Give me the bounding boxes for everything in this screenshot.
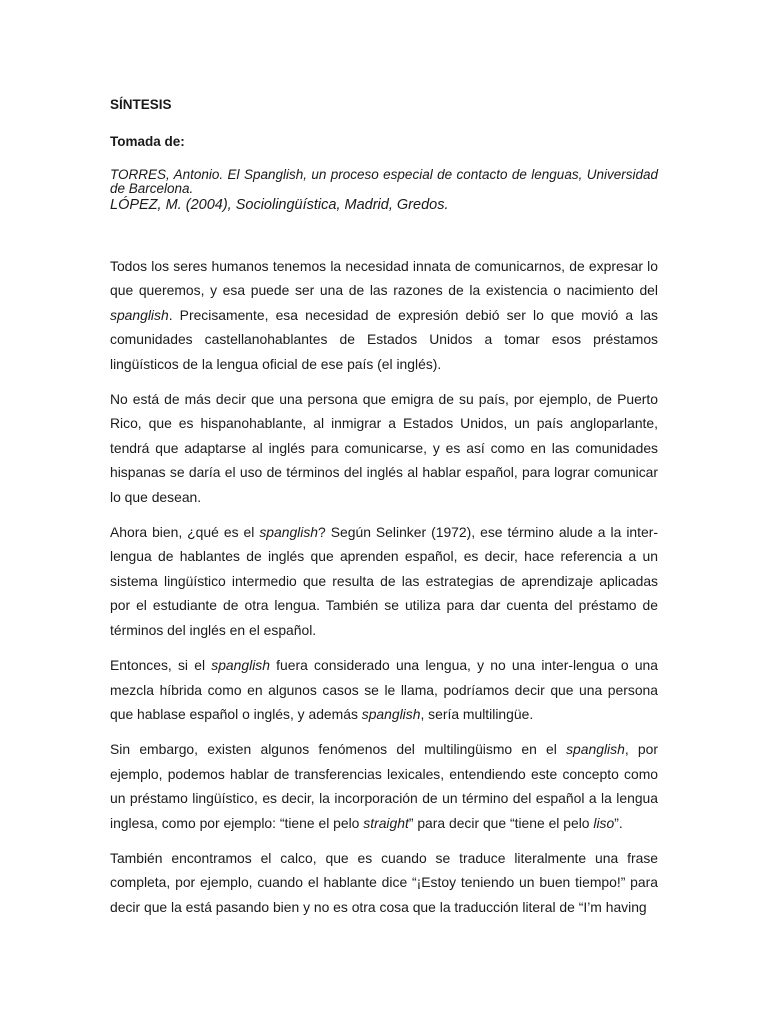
paragraph-5: Sin embargo, existen algunos fenómenos del multilingüismo en el spanglish, por ejemplo, podemos hablar de transferencias lexicales, entendiendo este concepto como un préstamo lingüístico, es decir, la incorporación de un término del español a la lengua inglesa, como por ejemplo: “tiene el pelo straight” para decir que “tiene el pelo liso”.	[110, 741, 658, 831]
italic-term: spanglish	[361, 705, 421, 722]
reference-2: LÓPEZ, M. (2004), Sociolingüística, Madrid, Gredos.	[110, 197, 449, 213]
source-heading: Tomada de:	[110, 134, 185, 149]
paragraph-1: Todos los seres humanos tenemos la necesidad innata de comunicarnos, de expresar lo que queremos, y esa puede ser una de las razones de la existencia o nacimiento del spanglish. Precisamente, esa necesidad de expresión debió ser lo que movió a las comunidades castellanohablantes de Estados Unidos a tomar esos préstamos lingüísticos de la lengua oficial de ese país (el inglés).	[110, 258, 658, 372]
italic-term: spanglish	[110, 306, 169, 323]
paragraph-3: Ahora bien, ¿qué es el spanglish? Según Selinker (1972), ese término alude a la inter-lengua de hablantes de inglés que aprenden español, es decir, hace referencia a un sistema lingüístico intermedio que resulta de las estrategias de aprendizaje aplicadas por el estudiante de otra lengua. También se utiliza para dar cuenta del préstamo de términos del inglés en el español.	[110, 524, 658, 638]
reference-1: TORRES, Antonio. El Spanglish, un proceso especial de contacto de lenguas, Universidad de Barcelona.	[110, 167, 658, 196]
italic-term: spanglish	[566, 741, 625, 758]
document-title: SÍNTESIS	[110, 97, 172, 112]
italic-term: spanglish	[259, 524, 319, 541]
italic-term: liso	[593, 814, 615, 831]
italic-term: straight	[363, 814, 409, 831]
document-page	[110, 96, 658, 930]
paragraph-6: También encontramos el calco, que es cuando se traduce literalmente una frase completa, por ejemplo, cuando el hablante dice “¡Estoy teniendo un buen tiempo!” para decir que la está pasando bien y no es otra cosa que la traducción literal de “I’m having	[110, 849, 658, 915]
paragraph-4: Entonces, si el spanglish fuera considerado una lengua, y no una inter-lengua o una mezcla híbrida como en algunos casos se le llama, podríamos decir que una persona que hablase español o inglés, y además spanglish, sería multilingüe.	[110, 657, 659, 722]
italic-term: spanglish	[211, 657, 270, 674]
paragraph-2: No está de más decir que una persona que emigra de su país, por ejemplo, de Puerto Rico, que es hispanohablante, al inmigrar a Estados Unidos, un país angloparlante, tendrá que adaptarse al inglés para comunicarse, y es así como en las comunidades hispanas se daría el uso de términos del inglés al hablar español, para lograr comunicar lo que desean.	[110, 391, 658, 505]
